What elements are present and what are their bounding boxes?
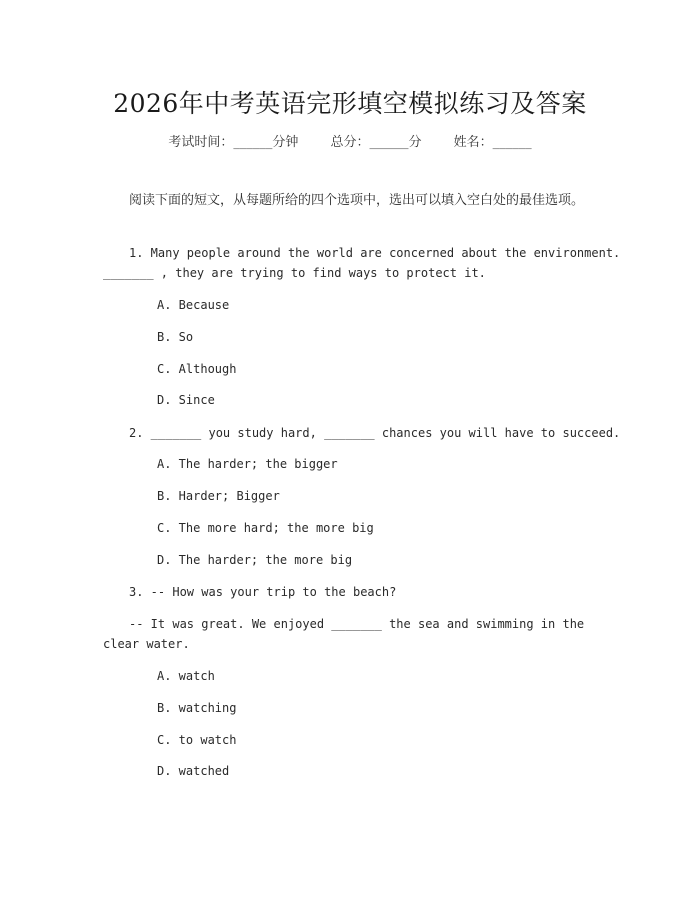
instructions: 阅读下面的短文，从每题所给的四个选项中，选出可以填入空白处的最佳选项。: [129, 193, 585, 208]
question-3-option-c: C. to watch: [157, 733, 237, 747]
exam-meta: [0, 131, 700, 150]
total-score-field: 总分：______分: [330, 135, 422, 150]
document-title: 2026年中考英语完形填空模拟练习及答案: [113, 89, 587, 118]
question-1-option-b: B. So: [157, 330, 194, 344]
question-1-option-c: C. Although: [157, 362, 237, 376]
question-2-option-b: B. Harder; Bigger: [157, 489, 280, 503]
question-1-text: 1. Many people around the world are concerned about the environment.: [129, 246, 621, 260]
question-1-option-d: D. Since: [157, 393, 215, 407]
exam-time-field: 考试时间：______分钟: [168, 135, 299, 150]
question-3-option-a: A. watch: [157, 669, 215, 683]
question-1-text-continued: _______ , they are trying to find ways to protect it.: [103, 266, 486, 280]
question-1-option-a: A. Because: [157, 298, 230, 312]
question-2-option-a: A. The harder; the bigger: [157, 457, 338, 471]
question-3-option-b: B. watching: [157, 701, 237, 715]
question-2-text: 2. _______ you study hard, _______ chances you will have to succeed.: [129, 426, 621, 440]
question-3-dialogue: -- It was great. We enjoyed _______ the sea and swimming in the: [129, 617, 585, 631]
question-2-option-c: C. The more hard; the more big: [157, 521, 374, 535]
question-3-text: 3. -- How was your trip to the beach?: [129, 585, 397, 599]
question-3-dialogue-continued: clear water.: [103, 637, 190, 651]
student-name-field: 姓名：______: [453, 135, 532, 150]
question-2-option-d: D. The harder; the more big: [157, 553, 353, 567]
question-3-option-d: D. watched: [157, 764, 230, 778]
